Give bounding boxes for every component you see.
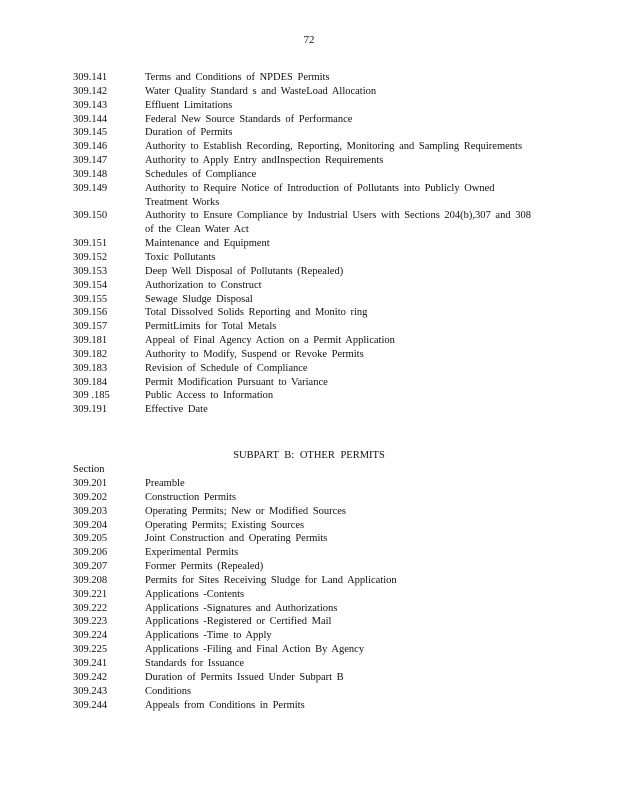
- section-number: 309.146: [73, 141, 108, 153]
- section-entry: [73, 588, 533, 602]
- section-number: 309.183: [73, 362, 108, 374]
- section-entry: [73, 85, 533, 99]
- section-number: 309.242: [73, 671, 108, 683]
- section-entry: [73, 99, 533, 113]
- section-entry: [73, 403, 533, 417]
- section-number: 309.221: [73, 588, 108, 600]
- section-entry: [73, 140, 533, 154]
- section-number: 309.243: [73, 685, 108, 697]
- section-title: Permits for Sites Receiving Sludge for Land Application: [145, 574, 397, 586]
- section-number: 309.156: [73, 307, 108, 319]
- section-number: 309.154: [73, 279, 108, 291]
- section-title: Applications -Time to Apply: [145, 630, 272, 642]
- section-number: 309.206: [73, 547, 108, 559]
- section-title: Former Permits (Repealed): [145, 561, 264, 573]
- section-entry: [73, 113, 533, 127]
- section-title: Appeal of Final Agency Action on a Permit Application: [145, 335, 395, 347]
- section-entry: [73, 491, 533, 505]
- section-title: Authority to Modify, Suspend or Revoke Permits: [145, 348, 364, 360]
- section-entry: [73, 279, 533, 293]
- section-entry: [73, 209, 533, 237]
- section-title: Duration of Permits Issued Under Subpart B: [145, 671, 344, 683]
- section-title: Permit Modification Pursuant to Variance: [145, 376, 328, 388]
- section-number: 309.155: [73, 293, 108, 305]
- section-title: Applications -Contents: [145, 588, 245, 600]
- page-number: 72: [303, 34, 315, 46]
- section-number: 309.208: [73, 574, 108, 586]
- section-number: 309.153: [73, 265, 108, 277]
- section-title: Duration of Permits: [145, 127, 233, 139]
- section-entry: [73, 306, 533, 320]
- section-number: 309.205: [73, 533, 108, 545]
- section-number: 309.222: [73, 602, 108, 614]
- section-title: Deep Well Disposal of Pollutants (Repealed): [145, 265, 344, 277]
- section-entry: [73, 574, 533, 588]
- section-entry: [73, 643, 533, 657]
- section-number: 309.150: [73, 210, 108, 222]
- section-title: Authorization to Construct: [145, 279, 262, 291]
- section-title: Terms and Conditions of NPDES Permits: [145, 72, 330, 83]
- section-title: Authority to Apply Entry andInspection Requirements: [145, 155, 384, 167]
- section-entry: [73, 362, 533, 376]
- section-entry: [73, 265, 533, 279]
- section-title: Applications -Registered or Certified Mail: [145, 616, 332, 628]
- section-entry: [73, 237, 533, 251]
- section-entry: [73, 671, 533, 685]
- subpart-b-heading: SUBPART B: OTHER PERMITS: [233, 450, 385, 461]
- section-number: 309.143: [73, 99, 108, 111]
- section-number: 309.144: [73, 113, 108, 125]
- section-number: 309.149: [73, 182, 108, 194]
- section-title: Operating Permits; New or Modified Sources: [145, 505, 347, 517]
- section-entry: [73, 71, 533, 85]
- section-title: Applications -Signatures and Authorizations: [145, 602, 338, 614]
- section-entry: [73, 251, 533, 265]
- section-entry: [73, 560, 533, 574]
- section-number: 309.157: [73, 321, 108, 333]
- section-title: Effective Date: [145, 404, 208, 416]
- section-title: Toxic Pollutants: [145, 251, 216, 263]
- section-title: Authority to Establish Recording, Reporting, Monitoring and Sampling Requirements: [145, 141, 523, 153]
- section-number: 309.207: [73, 561, 108, 573]
- section-title: PermitLimits for Total Metals: [145, 321, 277, 333]
- section-entry: [73, 168, 533, 182]
- section-entry: [73, 376, 533, 390]
- section-number: 309.142: [73, 85, 108, 97]
- section-entry: [73, 532, 533, 546]
- section-number: 309.224: [73, 630, 108, 642]
- section-number: 309.202: [73, 491, 108, 503]
- section-number: 309.151: [73, 238, 108, 250]
- section-entry: [73, 505, 533, 519]
- section-entry: [73, 182, 533, 210]
- section-number: 309.244: [73, 699, 108, 711]
- section-title: Preamble: [145, 478, 185, 489]
- section-entry: [73, 699, 533, 713]
- section-title: Maintenance and Equipment: [145, 238, 270, 250]
- section-number: 309.145: [73, 127, 108, 139]
- section-entry: [73, 602, 533, 616]
- section-title: Effluent Limitations: [145, 99, 233, 111]
- section-title: Sewage Sludge Disposal: [145, 293, 253, 305]
- section-title: Authority to Require Notice of Introduction of Pollutants into Publicly Owned Treatment Works: [145, 182, 495, 208]
- section-entry: [73, 615, 533, 629]
- subpart-b-section-list: [73, 477, 533, 712]
- section-entry: [73, 320, 533, 334]
- section-number: 309.148: [73, 168, 108, 180]
- section-entry: [73, 685, 533, 699]
- section-number: 309.141: [73, 72, 108, 83]
- section-number: 309.203: [73, 505, 108, 517]
- section-number: 309.191: [73, 404, 108, 416]
- section-entry: [73, 334, 533, 348]
- section-number: 309 .185: [73, 390, 110, 402]
- section-entry: [73, 126, 533, 140]
- section-number: 309.184: [73, 376, 108, 388]
- section-title: Standards for Issuance: [145, 657, 245, 669]
- section-entry: [73, 348, 533, 362]
- section-entry: [73, 477, 533, 491]
- section-number: 309.182: [73, 348, 108, 360]
- section-number: 309.241: [73, 657, 108, 669]
- section-entry: [73, 519, 533, 533]
- section-title: Appeals from Conditions in Permits: [145, 699, 305, 711]
- section-entry: [73, 293, 533, 307]
- section-column-label: Section: [73, 464, 105, 475]
- section-entry: [73, 546, 533, 560]
- section-number: 309.152: [73, 251, 108, 263]
- section-title: Applications -Filing and Final Action By Agency: [145, 644, 365, 656]
- section-entry: [73, 154, 533, 168]
- section-title: Revision of Schedule of Compliance: [145, 362, 308, 374]
- section-number: 309.225: [73, 644, 108, 656]
- section-number: 309.223: [73, 616, 108, 628]
- section-number: 309.201: [73, 478, 108, 489]
- section-title: Experimental Permits: [145, 547, 239, 559]
- section-number: 309.204: [73, 519, 108, 531]
- section-title: Operating Permits; Existing Sources: [145, 519, 305, 531]
- section-number: 309.181: [73, 335, 108, 347]
- section-title: Conditions: [145, 685, 192, 697]
- section-entry: [73, 389, 533, 403]
- section-number: 309.147: [73, 155, 108, 167]
- section-title: Construction Permits: [145, 491, 236, 503]
- section-title: Joint Construction and Operating Permits: [145, 533, 328, 545]
- section-title: Federal New Source Standards of Performance: [145, 113, 353, 125]
- section-title: Water Quality Standard s and WasteLoad Allocation: [145, 85, 377, 97]
- section-title: Total Dissolved Solids Reporting and Monito ring: [145, 307, 368, 319]
- section-title: Authority to Ensure Compliance by Industrial Users with Sections 204(b),307 and 308 of the Clean Water Act: [145, 210, 531, 236]
- section-title: Schedules of Compliance: [145, 168, 257, 180]
- section-title: Public Access to Information: [145, 390, 274, 402]
- section-entry: [73, 629, 533, 643]
- section-entry: [73, 657, 533, 671]
- subpart-a-section-list: [73, 71, 533, 417]
